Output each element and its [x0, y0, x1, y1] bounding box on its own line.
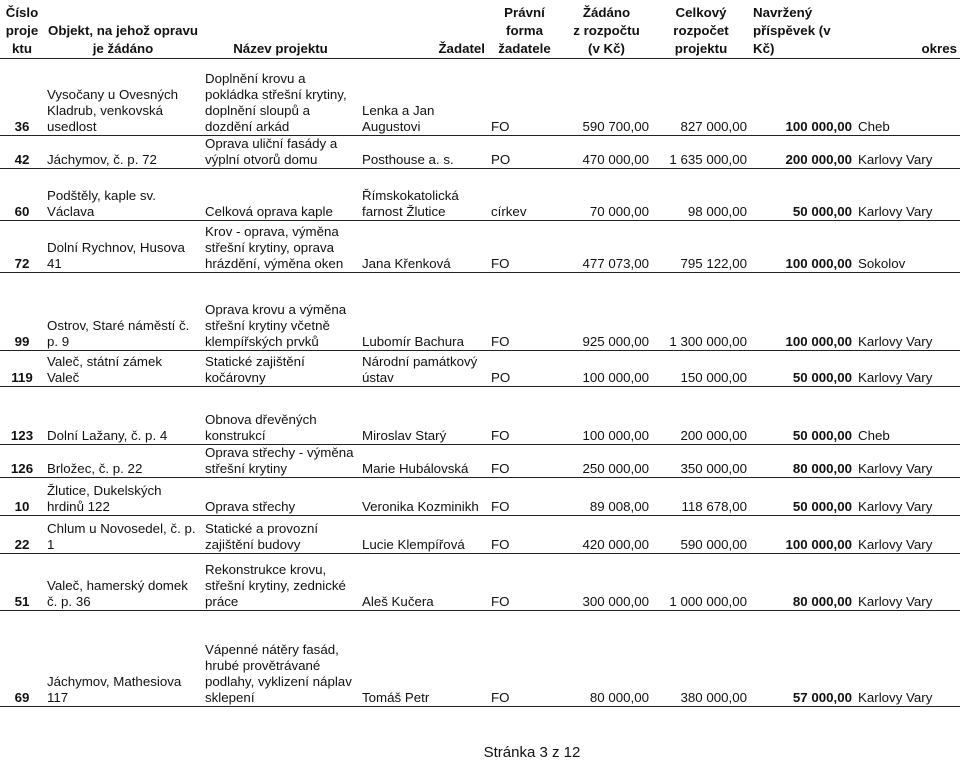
object-cell: Dolní Lažany, č. p. 4	[47, 427, 168, 443]
total-budget-cell: 150 000,00	[680, 369, 747, 385]
legal-form-cell: PO	[491, 369, 511, 385]
requested-amount-cell: 89 008,00	[589, 498, 649, 514]
object-cell: Jáchymov, č. p. 72	[47, 151, 157, 167]
project-name-cell: Celková oprava kaple	[205, 203, 333, 219]
applicant-cell: Posthouse a. s.	[362, 151, 454, 167]
region-cell: Karlovy Vary	[858, 536, 933, 552]
total-budget-cell: 590 000,00	[680, 536, 747, 552]
requested-amount-cell: 590 700,00	[582, 118, 649, 134]
requested-amount-cell: 470 000,00	[582, 151, 649, 167]
requested-amount-cell: 100 000,00	[582, 369, 649, 385]
table-body	[0, 58, 960, 706]
project-name-cell: Statické a provozní zajištění budovy	[205, 520, 319, 552]
total-budget-cell: 1 300 000,00	[669, 333, 747, 349]
header-requested: Žádáno z rozpočtu (v Kč)	[573, 4, 640, 56]
header-legal-form: Právní forma žadatele	[498, 4, 551, 56]
total-budget-cell: 200 000,00	[680, 427, 747, 443]
row-number: 119	[11, 369, 33, 385]
row-number: 51	[14, 593, 30, 609]
region-cell: Karlovy Vary	[858, 333, 933, 349]
object-cell: Chlum u Novosedel, č. p. 1	[47, 520, 196, 552]
applicant-cell: Lenka a Jan Augustovi	[362, 102, 435, 134]
applicant-cell: Marie Hubálovská	[362, 460, 469, 476]
page-number: Stránka 3 z 12	[483, 744, 581, 761]
total-budget-cell: 350 000,00	[680, 460, 747, 476]
region-cell: Sokolov	[858, 255, 906, 271]
applicant-cell: Aleš Kučera	[362, 593, 434, 609]
applicant-cell: Veronika Kozminikh	[362, 498, 479, 514]
object-cell: Vysočany u Ovesných Kladrub, venkovská usedlost	[47, 86, 179, 134]
total-budget-cell: 1 635 000,00	[669, 151, 747, 167]
applicant-cell: Miroslav Starý	[362, 427, 447, 443]
requested-amount-cell: 925 000,00	[582, 333, 649, 349]
total-budget-cell: 98 000,00	[687, 203, 747, 219]
proposed-contribution-cell: 100 000,00	[785, 333, 852, 349]
proposed-contribution-cell: 50 000,00	[792, 427, 852, 443]
requested-amount-cell: 80 000,00	[589, 689, 649, 705]
object-cell: Ostrov, Staré náměstí č. p. 9	[47, 317, 190, 349]
proposed-contribution-cell: 80 000,00	[792, 460, 852, 476]
legal-form-cell: FO	[491, 498, 510, 514]
table-row	[0, 168, 960, 220]
object-cell: Žlutice, Dukelských hrdinů 122	[47, 482, 162, 514]
object-cell: Valeč, státní zámek Valeč	[47, 353, 163, 385]
region-cell: Cheb	[858, 427, 890, 443]
total-budget-cell: 795 122,00	[680, 255, 747, 271]
proposed-contribution-cell: 50 000,00	[792, 369, 852, 385]
total-budget-cell: 1 000 000,00	[669, 593, 747, 609]
requested-amount-cell: 420 000,00	[582, 536, 649, 552]
requested-amount-cell: 300 000,00	[582, 593, 649, 609]
total-budget-cell: 827 000,00	[680, 118, 747, 134]
row-number: 99	[14, 333, 30, 349]
row-number: 22	[14, 536, 30, 552]
region-cell: Karlovy Vary	[858, 369, 933, 385]
legal-form-cell: FO	[491, 255, 510, 271]
project-name-cell: Oprava střechy - výměna střešní krytiny	[205, 444, 354, 476]
region-cell: Karlovy Vary	[858, 593, 933, 609]
proposed-contribution-cell: 50 000,00	[792, 498, 852, 514]
region-cell: Karlovy Vary	[858, 151, 933, 167]
project-name-cell: Obnova dřevěných konstrukcí	[205, 411, 317, 443]
row-number: 36	[14, 118, 30, 134]
proposed-contribution-cell: 100 000,00	[785, 536, 852, 552]
row-number: 60	[14, 203, 30, 219]
row-number: 42	[14, 151, 30, 167]
header-total: Celkový rozpočet projektu	[673, 4, 729, 56]
table-row	[0, 220, 960, 272]
legal-form-cell: FO	[491, 593, 510, 609]
table-row	[0, 515, 960, 553]
project-name-cell: Oprava uliční fasády a výplní otvorů domu	[205, 135, 338, 167]
table-row	[0, 477, 960, 515]
row-number: 126	[10, 460, 34, 476]
legal-form-cell: církev	[491, 203, 527, 219]
proposed-contribution-cell: 100 000,00	[785, 255, 852, 271]
legal-form-cell: FO	[491, 460, 510, 476]
project-name-cell: Vápenné nátěry fasád, hrubé provětrávané podlahy, vyklizení náplav sklepení	[205, 641, 352, 705]
legal-form-cell: FO	[491, 333, 510, 349]
legal-form-cell: FO	[491, 689, 510, 705]
table-row	[0, 553, 960, 610]
header-applicant: Žadatel	[438, 40, 485, 56]
object-cell: Valeč, hamerský domek č. p. 36	[47, 577, 188, 609]
object-cell: Podštěly, kaple sv. Václava	[47, 187, 156, 219]
project-name-cell: Krov - oprava, výměna střešní krytiny, oprava hrázdění, výměna oken	[205, 223, 344, 271]
header-object: Objekt, na jehož opravu je žádáno	[48, 22, 198, 56]
region-cell: Cheb	[858, 118, 890, 134]
table-row	[0, 610, 960, 706]
requested-amount-cell: 477 073,00	[582, 255, 649, 271]
table-row	[0, 272, 960, 350]
table-row	[0, 444, 960, 477]
region-cell: Karlovy Vary	[858, 460, 933, 476]
row-number: 72	[14, 255, 30, 271]
proposed-contribution-cell: 200 000,00	[785, 151, 852, 167]
applicant-cell: Tomáš Petr	[362, 689, 430, 705]
object-cell: Dolní Rychnov, Husova 41	[47, 239, 185, 271]
table-row	[0, 58, 960, 135]
region-cell: Karlovy Vary	[858, 689, 933, 705]
applicant-cell: Národní památkový ústav	[362, 353, 478, 385]
legal-form-cell: FO	[491, 427, 510, 443]
legal-form-cell: FO	[491, 118, 510, 134]
object-cell: Jáchymov, Mathesiova 117	[47, 673, 182, 705]
applicant-cell: Lucie Klempířová	[362, 536, 465, 552]
project-name-cell: Oprava střechy	[205, 498, 296, 514]
region-cell: Karlovy Vary	[858, 203, 933, 219]
table-row	[0, 386, 960, 444]
header-region: okres	[921, 40, 957, 56]
header-row	[0, 0, 960, 58]
row-number: 69	[14, 689, 30, 705]
applicant-cell: Jana Křenková	[362, 255, 451, 271]
applicant-cell: Lubomír Bachura	[362, 333, 464, 349]
legal-form-cell: PO	[491, 151, 511, 167]
proposed-contribution-cell: 100 000,00	[785, 118, 852, 134]
project-name-cell: Doplnění krovu a pokládka střešní krytiny, doplnění sloupů a dozdění arkád	[205, 70, 347, 134]
row-number: 10	[14, 498, 30, 514]
requested-amount-cell: 70 000,00	[589, 203, 649, 219]
proposed-contribution-cell: 50 000,00	[792, 203, 852, 219]
page-footer	[0, 744, 960, 761]
proposed-contribution-cell: 57 000,00	[792, 689, 852, 705]
region-cell: Karlovy Vary	[858, 498, 933, 514]
header-project-name: Název projektu	[233, 40, 328, 56]
table-row	[0, 350, 960, 386]
legal-form-cell: FO	[491, 536, 510, 552]
project-name-cell: Rekonstrukce krovu, střešní krytiny, zednické práce	[205, 561, 346, 609]
requested-amount-cell: 100 000,00	[582, 427, 649, 443]
applicant-cell: Římskokatolická farnost Žlutice	[362, 187, 459, 219]
proposed-contribution-cell: 80 000,00	[792, 593, 852, 609]
requested-amount-cell: 250 000,00	[582, 460, 649, 476]
total-budget-cell: 118 678,00	[681, 498, 747, 514]
header-num: Číslo proje ktu	[5, 4, 39, 56]
project-name-cell: Statické zajištění kočárovny	[205, 353, 305, 385]
table-row	[0, 135, 960, 168]
project-name-cell: Oprava krovu a výměna střešní krytiny včetně klempířských prvků	[205, 301, 347, 349]
object-cell: Brložec, č. p. 22	[47, 460, 143, 476]
row-number: 123	[10, 427, 34, 443]
total-budget-cell: 380 000,00	[680, 689, 747, 705]
header-proposed: Navržený příspěvek (v Kč)	[753, 4, 831, 56]
